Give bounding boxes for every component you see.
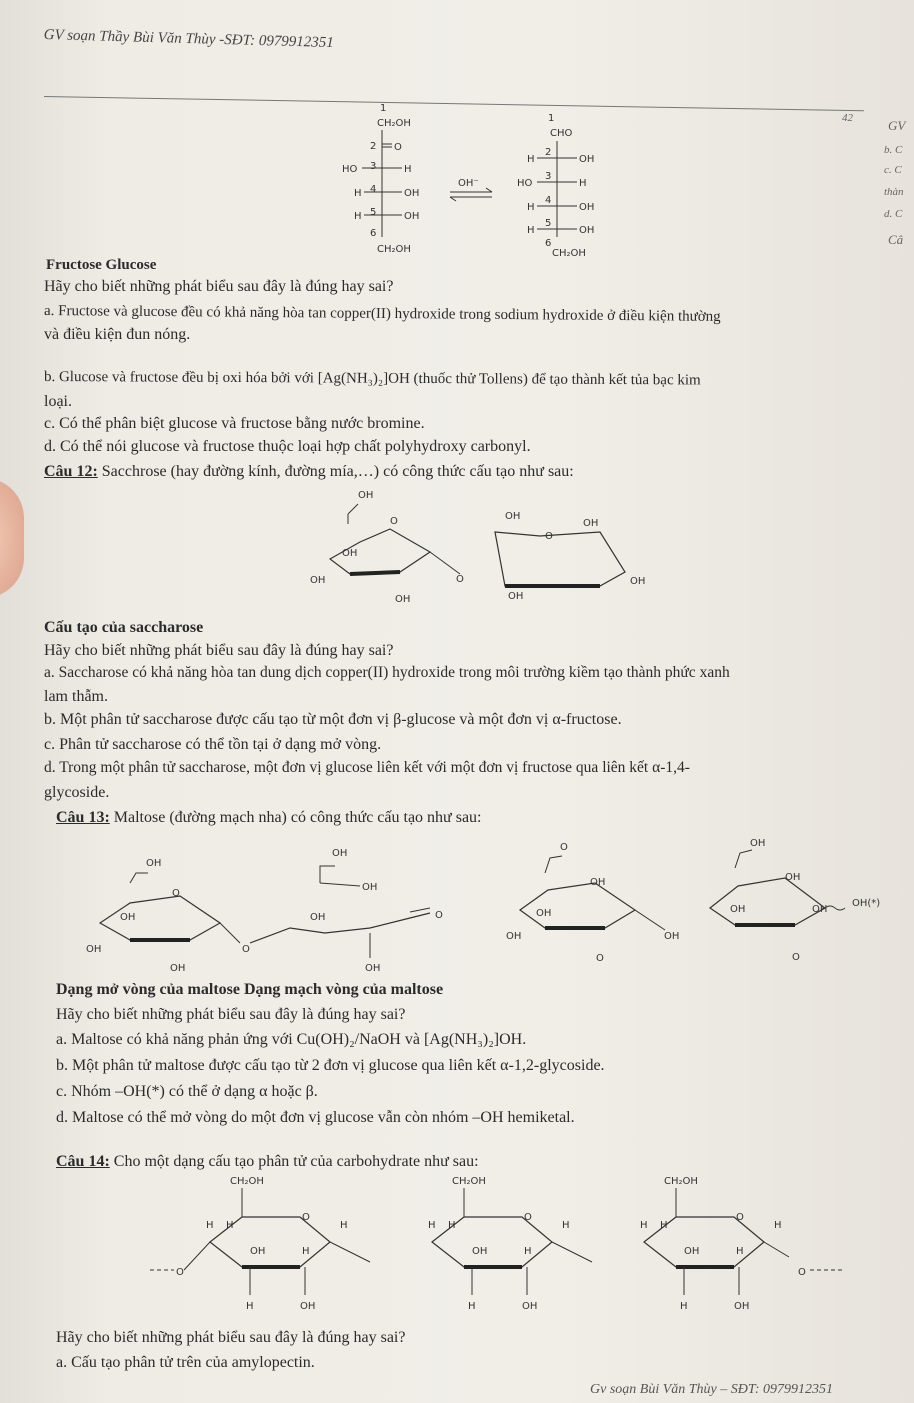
glucose-oh: OH [579,154,595,165]
unit-label: OH [472,1246,488,1257]
statement-d: d. Trong một phân tử saccharose, một đơn vị glucose liên kết với một đơn vị fructose qua liên kết α-1,4- [44,759,690,776]
struct-label: O [456,574,464,585]
glucose-oh: OH [579,225,595,236]
margin-fragment: thàn [884,186,904,198]
struct-label: OH [730,904,746,915]
fructose-h: H [354,211,362,222]
struct-label: OH [505,511,521,522]
unit-label: H [226,1220,234,1231]
carbon-number: 1 [380,103,387,114]
fischer-diagram [330,100,660,270]
header-author: GV soạn Thầy Bùi Văn Thùy -SĐT: 0979912351 [43,26,335,52]
unit-label: CH₂OH [230,1176,264,1187]
unit-label: CH₂OH [664,1176,698,1187]
fructose-ho: HO [342,164,358,175]
margin-fragment: Câ [888,232,904,247]
question-prompt: Hãy cho biết những phát biểu sau đây là đúng hay sai? [56,1329,406,1346]
glucose-h: H [527,202,535,213]
carbon-number: 2 [370,141,377,152]
statement-a: a. Saccharose có khả năng hòa tan dung dịch copper(II) hydroxide trong môi trường kiềm tạo thành phức xanh [44,664,730,681]
statement-b: b. Một phân tử saccharose được cấu tạo từ một đơn vị β-glucose và một đơn vị α-fructose. [44,711,622,728]
struct-label: OH(*) [852,898,881,909]
unit-label: O [524,1212,532,1223]
carbon-number: 2 [545,147,552,158]
q14-heading [56,1152,479,1171]
struct-label: OH [362,882,378,893]
margin-fragment: GV [888,118,906,133]
struct-label: OH [506,931,522,942]
q13-heading [56,808,481,827]
struct-label: OH [664,931,680,942]
unit-label: OH [684,1246,700,1257]
statement-d: d. Maltose có thể mở vòng do một đơn vị glucose vẫn còn nhóm –OH hemiketal. [56,1109,575,1126]
carbon-number: 6 [545,238,552,249]
fructose-h: H [354,188,362,199]
struct-label: OH [750,838,766,849]
unit-label: H [340,1220,348,1231]
unit-label: H [302,1246,310,1257]
unit-label: O [302,1212,310,1223]
unit-label: CH₂OH [452,1176,486,1187]
struct-label: OH [310,912,326,923]
struct-label: OH [785,872,801,883]
statement-a: a. Fructose và glucose đều có khả năng hòa tan copper(II) hydroxide trong sodium hydroxide ở điều kiện thường [43,303,721,325]
struct-label: OH [358,490,374,501]
question-prompt: Hãy cho biết những phát biểu sau đây là đúng hay sai? [56,1006,406,1023]
arrow-label: OH⁻ [458,178,479,189]
struct-label: OH [583,518,599,529]
unit-label: H [428,1220,436,1231]
glucose-unit [428,1176,592,1312]
saccharose-structure [300,484,670,609]
q12-intro: Sacchrose (hay đường kính, đường mía,…) có công thức cấu tạo như sau: [97,463,574,480]
struct-label: OH [86,944,102,955]
fischer-caption: Fructose Glucose [46,257,157,273]
margin-fragment: b. C [884,144,903,156]
amylopectin-structure [140,1172,860,1327]
struct-label: O [242,944,250,955]
struct-label: O [596,953,604,964]
glucose-c6: CH₂OH [552,248,586,259]
q13-label: Câu 13: [56,809,110,826]
q14-label: Câu 14: [56,1153,110,1170]
carbon-number: 6 [370,228,377,239]
struct-label: OH [365,963,381,974]
statement-c: c. Nhóm –OH(*) có thể ở dạng α hoặc β. [56,1083,318,1100]
q13-intro: Maltose (đường mạch nha) có công thức cấu tạo như sau: [109,809,482,826]
statement-b-cont: loại. [44,393,72,410]
unit-label: H [448,1220,456,1231]
unit-label: H [774,1220,782,1231]
footer: Gv soạn Bùi Văn Thùy – SĐT: 0979912351 [590,1382,834,1397]
carbon-number: 4 [545,195,552,206]
unit-label: H [524,1246,532,1257]
struct-label: OH [812,904,828,915]
struct-label: OH [590,877,606,888]
struct-label: O [792,952,800,963]
q12-caption: Cấu tạo của saccharose [44,619,204,636]
unit-label: OH [300,1301,316,1312]
unit-label: H [246,1301,254,1312]
statement-a-cont: và điều kiện đun nóng. [44,326,191,343]
carbon-number: 5 [545,218,552,229]
glucose-oh: OH [579,202,595,213]
unit-label: OH [250,1246,266,1257]
statement-a: a. Cấu tạo phân tử trên của amylopectin. [56,1354,315,1371]
struct-label: O [545,531,553,542]
unit-label: H [660,1220,668,1231]
struct-label: OH [342,548,358,559]
fructose-oh: OH [404,211,420,222]
q14-intro: Cho một dạng cấu tạo phân tử của carbohydrate như sau: [109,1153,479,1170]
carbon-number: 3 [370,161,377,172]
statement-d-cont: glycoside. [44,784,110,801]
struct-label: O [560,842,568,853]
unit-label: H [468,1301,476,1312]
struct-label: O [390,516,398,527]
margin-fragment: d. C [884,208,903,220]
unit-label: O [736,1212,744,1223]
glucose-h: H [527,225,535,236]
margin-fragment: c. C [884,164,902,176]
fructose-c1: CH₂OH [377,118,411,129]
struct-label: OH [395,594,411,605]
glucose-unit [206,1176,370,1312]
statement-b: b. Glucose và fructose đều bị oxi hóa bởi với [Ag(NH₃)₂]OH (thuốc thử Tollens) để tạo thành kết tủa bạc kim [43,369,701,389]
glucose-h: H [527,154,535,165]
struct-label: OH [536,908,552,919]
page-number: 42 [842,112,853,124]
fructose-c6: CH₂OH [377,244,411,255]
unit-label: H [206,1220,214,1231]
glucose-unit [640,1176,789,1312]
q13-caption: Dạng mở vòng của maltose Dạng mạch vòng của maltose [56,981,444,998]
chain-end: O [798,1267,806,1278]
q12-heading [44,462,574,481]
struct-label: OH [630,576,646,587]
fructose-oh: OH [404,188,420,199]
chain-end: O [176,1267,184,1278]
maltose-structures [70,828,900,978]
struct-label: O [172,888,180,899]
carbon-number: 1 [548,113,555,124]
statement-d: d. Có thể nói glucose và fructose thuộc loại hợp chất polyhydroxy carbonyl. [44,438,531,455]
struct-label: OH [170,963,186,974]
carbon-number: 5 [370,207,377,218]
glucose-c1: CHO [550,128,573,139]
question-prompt: Hãy cho biết những phát biểu sau đây là đúng hay sai? [44,642,394,659]
glucose-h: H [579,178,587,189]
statement-a: a. Maltose có khả năng phản ứng với Cu(OH)₂/NaOH và [Ag(NH₃)₂]OH. [56,1031,527,1048]
statement-c: c. Có thể phân biệt glucose và fructose bằng nước bromine. [44,415,425,432]
unit-label: OH [522,1301,538,1312]
fructose-h: H [404,164,412,175]
struct-label: OH [310,575,326,586]
struct-label: OH [120,912,136,923]
carbon-number: 4 [370,184,377,195]
unit-label: H [736,1246,744,1257]
question-prompt: Hãy cho biết những phát biểu sau đây là đúng hay sai? [44,278,394,295]
struct-label: OH [146,858,162,869]
glucose-ho: HO [517,178,533,189]
fructose-o: O [394,142,402,153]
unit-label: OH [734,1301,750,1312]
q12-label: Câu 12: [44,463,98,480]
statement-c: c. Phân tử saccharose có thể tồn tại ở dạng mở vòng. [44,736,382,753]
statement-a-cont: lam thẫm. [44,688,108,705]
carbon-number: 3 [545,171,552,182]
unit-label: H [680,1301,688,1312]
statement-b: b. Một phân tử maltose được cấu tạo từ 2 đơn vị glucose qua liên kết α-1,2-glycoside. [56,1057,605,1074]
struct-label: O [435,910,443,921]
struct-label: OH [508,591,524,602]
unit-label: H [562,1220,570,1231]
struct-label: OH [332,848,348,859]
finger-shadow [0,478,24,598]
unit-label: H [640,1220,648,1231]
